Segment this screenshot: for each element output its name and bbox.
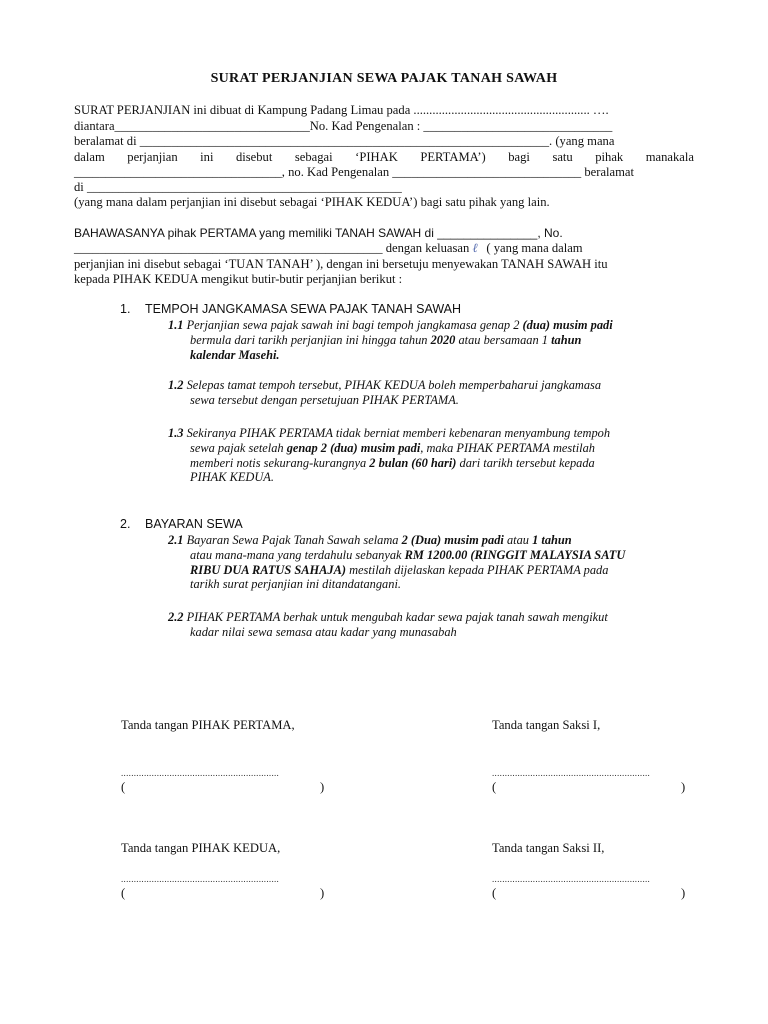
section-1-heading [120, 302, 461, 316]
paren-close-pihak-kedua: ) [320, 886, 325, 900]
clause-1-1-line-1b: (dua) musim padi [522, 318, 613, 332]
document-title: SURAT PERJANJIAN SEWA PAJAK TANAH SAWAH [210, 71, 558, 86]
clause-1-3-line-4: PIHAK KEDUA. [190, 470, 274, 485]
clause-2-1-line-1b: 2 (Dua) musim padi [401, 533, 504, 547]
clause-2-1-line-2a: atau mana-mana yang terdahulu sebanyak [190, 547, 405, 562]
paren-close-pihak-pertama: ) [320, 780, 325, 794]
intro-line-2: diantara_______________________________No. Kad Pengenalan : ______________________________ [74, 119, 613, 133]
clause-1-1-line-1a: Perjanjian sewa pajak sawah ini bagi tempoh jangkamasa genap 2 [183, 318, 523, 332]
area-mark-icon: ℓ [472, 241, 478, 255]
intro-line-3: beralamat di _________________________________________________________________. (yang mana [74, 134, 615, 148]
signature-line-pihak-kedua: .............................................................. [121, 874, 280, 884]
clause-2-1 [168, 533, 694, 592]
paren-open-saksi-2: ( [492, 886, 497, 900]
bahawasanya-line-2b: ( yang mana dalam [486, 241, 583, 255]
clause-1-3-line-3b: 2 bulan (60 hari) [369, 455, 457, 470]
clause-1-3-number: 1.3 [168, 426, 184, 440]
clause-1-3 [168, 426, 694, 485]
clause-2-2-line-2: kadar nilai sewa semasa atau kadar yang munasabah [190, 624, 457, 639]
clause-1-1 [168, 318, 694, 362]
clause-2-1-line-4: tarikh surat perjanjian ini ditandatangani. [190, 577, 401, 592]
clause-1-3-line-3c: dari tarikh tersebut kepada [456, 455, 595, 470]
signature-line-pihak-pertama: .............................................................. [121, 768, 280, 778]
bahawasanya-line-2a: _________________________________________________ dengan keluasan [74, 241, 473, 255]
section-1-number: 1. [120, 302, 131, 316]
clause-1-2-number: 1.2 [168, 378, 184, 392]
clause-2-1-line-2b: RM 1200.00 (RINGGIT MALAYSIA SATU [404, 547, 626, 562]
clause-2-2-number: 2.2 [168, 610, 184, 624]
clause-1-1-line-3: kalendar Masehi. [190, 347, 280, 362]
clause-1-3-line-1: Sekiranya PIHAK PERTAMA tidak berniat memberi kebenaran menyambung tempoh [183, 426, 611, 440]
clause-1-2 [168, 378, 694, 408]
signature-label-pihak-pertama: Tanda tangan PIHAK PERTAMA, [121, 718, 295, 732]
clause-1-1-line-2a: bermula dari tarikh perjanjian ini hingga tahun [190, 332, 431, 347]
bahawasanya-line-2 [74, 241, 694, 256]
clause-1-1-line-2c: atau bersamaan 1 [455, 332, 552, 347]
clause-2-1-line-1d: 1 tahun [532, 533, 572, 547]
signature-line-saksi-1: .............................................................. [492, 768, 651, 778]
section-2-heading [120, 517, 243, 531]
intro-line-7: (yang mana dalam perjanjian ini disebut sebagai ‘PIHAK KEDUA’) bagi satu pihak yang lain. [74, 195, 550, 209]
bahawasanya-line-3: perjanjian ini disebut sebagai ‘TUAN TANAH’ ), dengan ini bersetuju menyewakan TANAH SAWAH itu [74, 257, 608, 271]
clause-2-1-line-3a: RIBU DUA RATUS SAHAJA) [190, 562, 346, 577]
section-1-title: TEMPOH JANGKAMASA SEWA PAJAK TANAH SAWAH [145, 302, 462, 316]
clause-2-1-line-1c: atau [503, 533, 533, 547]
signature-label-pihak-kedua: Tanda tangan PIHAK KEDUA, [121, 841, 281, 855]
intro-line-6: di __________________________________________________ [74, 180, 402, 194]
clause-2-1-line-1a: Bayaran Sewa Pajak Tanah Sawah selama [183, 533, 402, 547]
paren-open-saksi-1: ( [492, 780, 497, 794]
clause-2-2-line-1: PIHAK PERTAMA berhak untuk mengubah kadar sewa pajak tanah sawah mengikut [183, 610, 608, 624]
paren-open-pihak-pertama: ( [121, 780, 126, 794]
paren-close-saksi-1: ) [681, 780, 686, 794]
clause-1-3-line-2a: sewa pajak setelah [190, 440, 287, 455]
signature-label-saksi-2: Tanda tangan Saksi II, [492, 841, 605, 855]
clause-2-1-number: 2.1 [168, 533, 184, 547]
clause-1-2-line-1: Selepas tamat tempoh tersebut, PIHAK KEDUA boleh memperbaharui jangkamasa [183, 378, 602, 392]
paren-open-pihak-kedua: ( [121, 886, 126, 900]
clause-1-3-line-2b: genap 2 (dua) musim padi [286, 440, 421, 455]
clause-1-3-line-3a: memberi notis sekurang-kurangnya [190, 455, 370, 470]
signature-line-saksi-2: .............................................................. [492, 874, 651, 884]
intro-line-4: dalam perjanjian ini disebut sebagai ‘PIHAK PERTAMA’) bagi satu pihak manakala [74, 150, 694, 164]
signature-label-saksi-1: Tanda tangan Saksi I, [492, 718, 601, 732]
intro-line-5: _________________________________, no. Kad Pengenalan ______________________________ beralamat [74, 165, 635, 179]
clause-2-2 [168, 610, 694, 640]
bahawasanya-line-1: BAHAWASANYA pihak PERTAMA yang memiliki TANAH SAWAH di _______________, No. [74, 226, 563, 240]
clause-1-3-line-2c: , maka PIHAK PERTAMA mestilah [420, 440, 595, 455]
clause-1-1-line-2d: tahun [551, 332, 582, 347]
section-2-number: 2. [120, 517, 131, 531]
bahawasanya-line-4: kepada PIHAK KEDUA mengikut butir-butir perjanjian berikut : [74, 272, 403, 286]
paren-close-saksi-2: ) [681, 886, 686, 900]
section-2-title: BAYARAN SEWA [145, 517, 243, 531]
clause-2-1-line-3b: mestilah dijelaskan kepada PIHAK PERTAMA pada [345, 562, 609, 577]
clause-1-1-number: 1.1 [168, 318, 184, 332]
clause-1-2-line-2: sewa tersebut dengan persetujuan PIHAK PERTAMA. [190, 392, 459, 407]
intro-line-1: SURAT PERJANJIAN ini dibuat di Kampung Padang Limau pada ........................................................ …. [74, 103, 609, 117]
clause-1-1-line-2b: 2020 [430, 332, 456, 347]
